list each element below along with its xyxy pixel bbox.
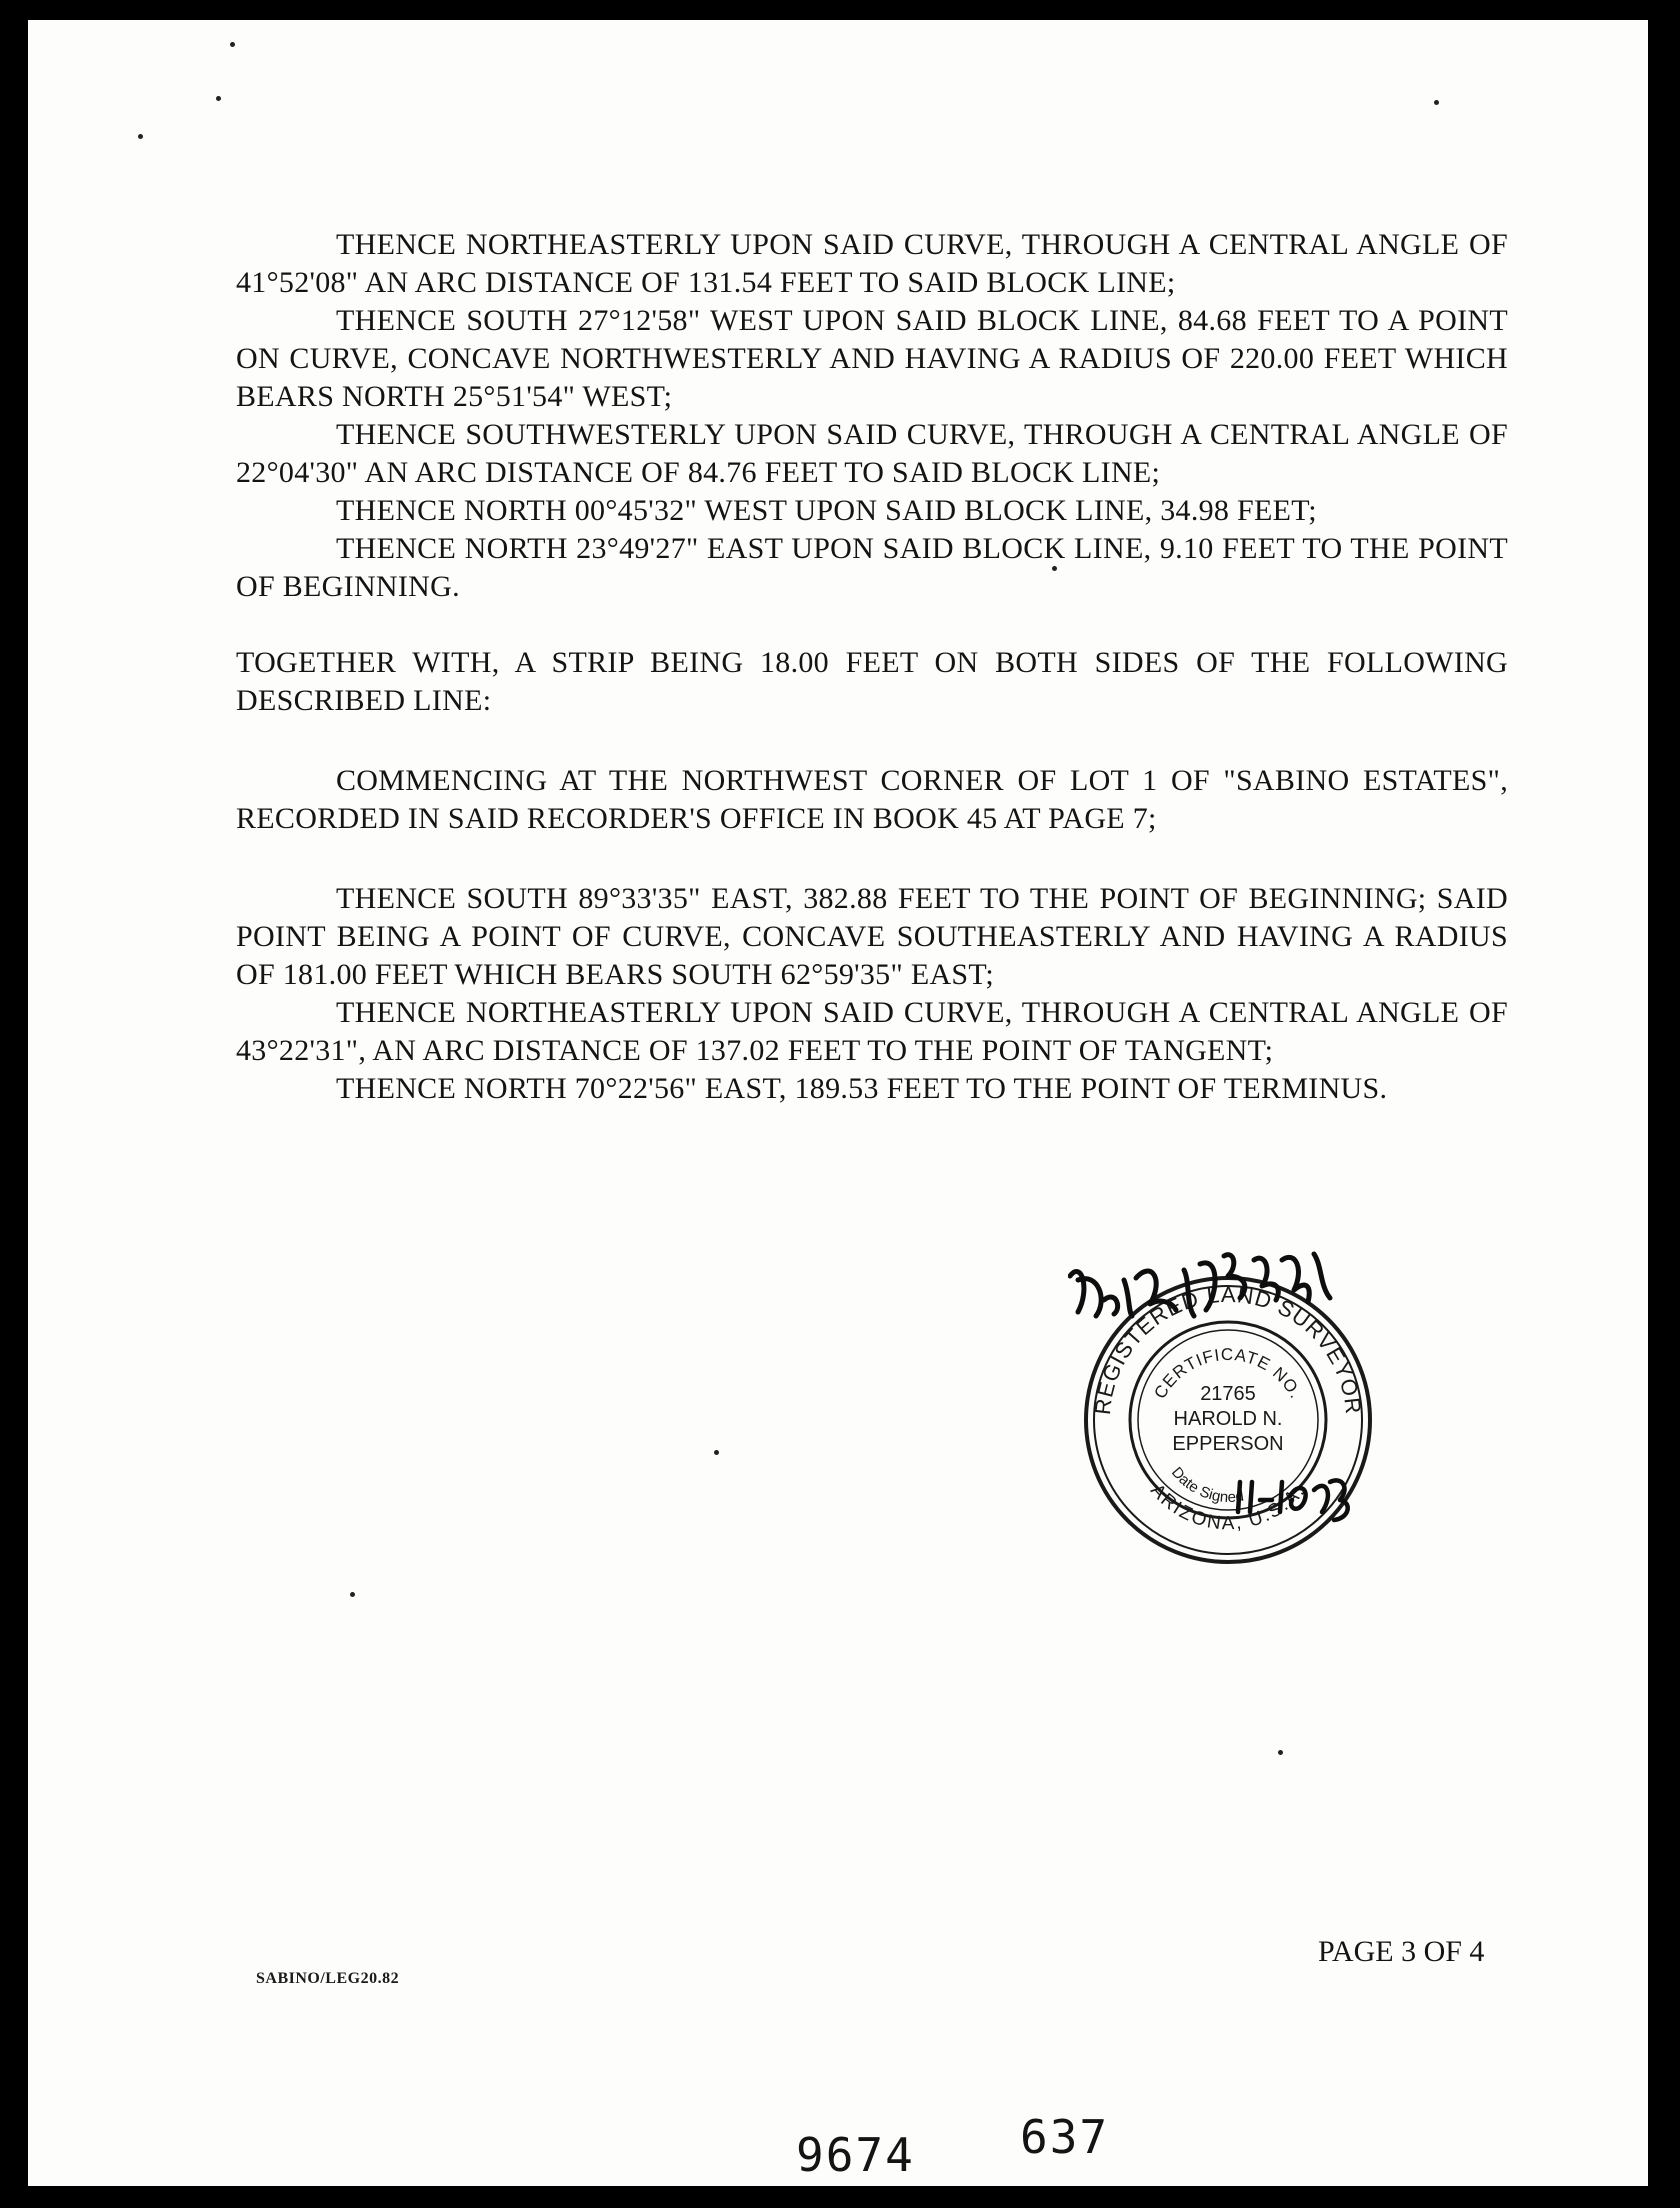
paragraph-south-east: THENCE SOUTH 89°33'35" EAST, 382.88 FEET TO THE POINT OF BEGINNING; SAID POINT BEING A POINT OF CURVE, CONCAVE SOUTHEASTERLY AND HAVING A RADIUS OF 181.00 FEET WHICH BEARS SOUTH 62°59'35" EAST; (236, 882, 1508, 991)
seal-state-text: ARIZONA, U.S.A. (1146, 1480, 1310, 1535)
paragraph-north-block-line: THENCE NORTH 00°45'32" WEST UPON SAID BLOCK LINE, 34.98 FEET; (336, 494, 1317, 527)
paragraph-curve-tangent: THENCE NORTHEASTERLY UPON SAID CURVE, THROUGH A CENTRAL ANGLE OF 43°22'31", AN ARC DISTANCE OF 137.02 FEET TO THE POINT OF TANGENT; (236, 996, 1508, 1067)
seal-graphic (1068, 1220, 1388, 1580)
seal-certificate-number: 21765 (1200, 1383, 1256, 1405)
seal-outer-ring-text: REGISTERED LAND SURVEYOR (1089, 1281, 1367, 1416)
document-number-right: 637 (1020, 2110, 1110, 2164)
paragraph-south-block-line: THENCE SOUTH 27°12'58" WEST UPON SAID BLOCK LINE, 84.68 FEET TO A POINT ON CURVE, CONCAVE NORTHWESTERLY AND HAVING A RADIUS OF 220.00 FEET WHICH BEARS NORTH 25°51'54" WEST; (236, 304, 1508, 413)
paragraph-commencing: COMMENCING AT THE NORTHWEST CORNER OF LOT 1 OF "SABINO ESTATES", RECORDED IN SAID RECORDER'S OFFICE IN BOOK 45 AT PAGE 7; (236, 764, 1508, 835)
scan-speck (230, 42, 235, 47)
document-sheet (28, 20, 1648, 2186)
paragraph-together-with: TOGETHER WITH, A STRIP BEING 18.00 FEET ON BOTH SIDES OF THE FOLLOWING DESCRIBED LINE: (236, 646, 1508, 717)
seal-name-line1: HAROLD N. (1173, 1408, 1283, 1430)
scan-speck (138, 134, 143, 139)
scan-speck (1278, 1750, 1283, 1755)
paragraph-curve-northeasterly: THENCE NORTHEASTERLY UPON SAID CURVE, THROUGH A CENTRAL ANGLE OF 41°52'08" AN ARC DISTANCE OF 131.54 FEET TO SAID BLOCK LINE; (236, 228, 1508, 299)
paragraph-terminus: THENCE NORTH 70°22'56" EAST, 189.53 FEET TO THE POINT OF TERMINUS. (336, 1072, 1388, 1105)
paragraph-point-of-beginning: THENCE NORTH 23°49'27" EAST UPON SAID BLOCK LINE, 9.10 FEET TO THE POINT OF BEGINNING. (236, 532, 1508, 603)
seal-date-label: Date Signed (1168, 1464, 1246, 1507)
surveyor-seal (1068, 1220, 1388, 1580)
scan-speck (216, 96, 221, 101)
scan-speck (1434, 100, 1439, 105)
document-number-left: 9674 (796, 2128, 915, 2182)
page-number: PAGE 3 OF 4 (1318, 1935, 1485, 1968)
legal-description (236, 226, 1508, 1108)
seal-inner-ring-text: CERTIFICATE NO. (1150, 1344, 1306, 1403)
scan-speck (350, 1592, 355, 1597)
paragraph-curve-southwesterly: THENCE SOUTHWESTERLY UPON SAID CURVE, THROUGH A CENTRAL ANGLE OF 22°04'30" AN ARC DISTANCE OF 84.76 FEET TO SAID BLOCK LINE; (236, 418, 1508, 489)
file-code: SABINO/LEG20.82 (256, 1970, 400, 1987)
seal-name-line2: EPPERSON (1172, 1433, 1284, 1455)
scan-speck (714, 1450, 719, 1455)
